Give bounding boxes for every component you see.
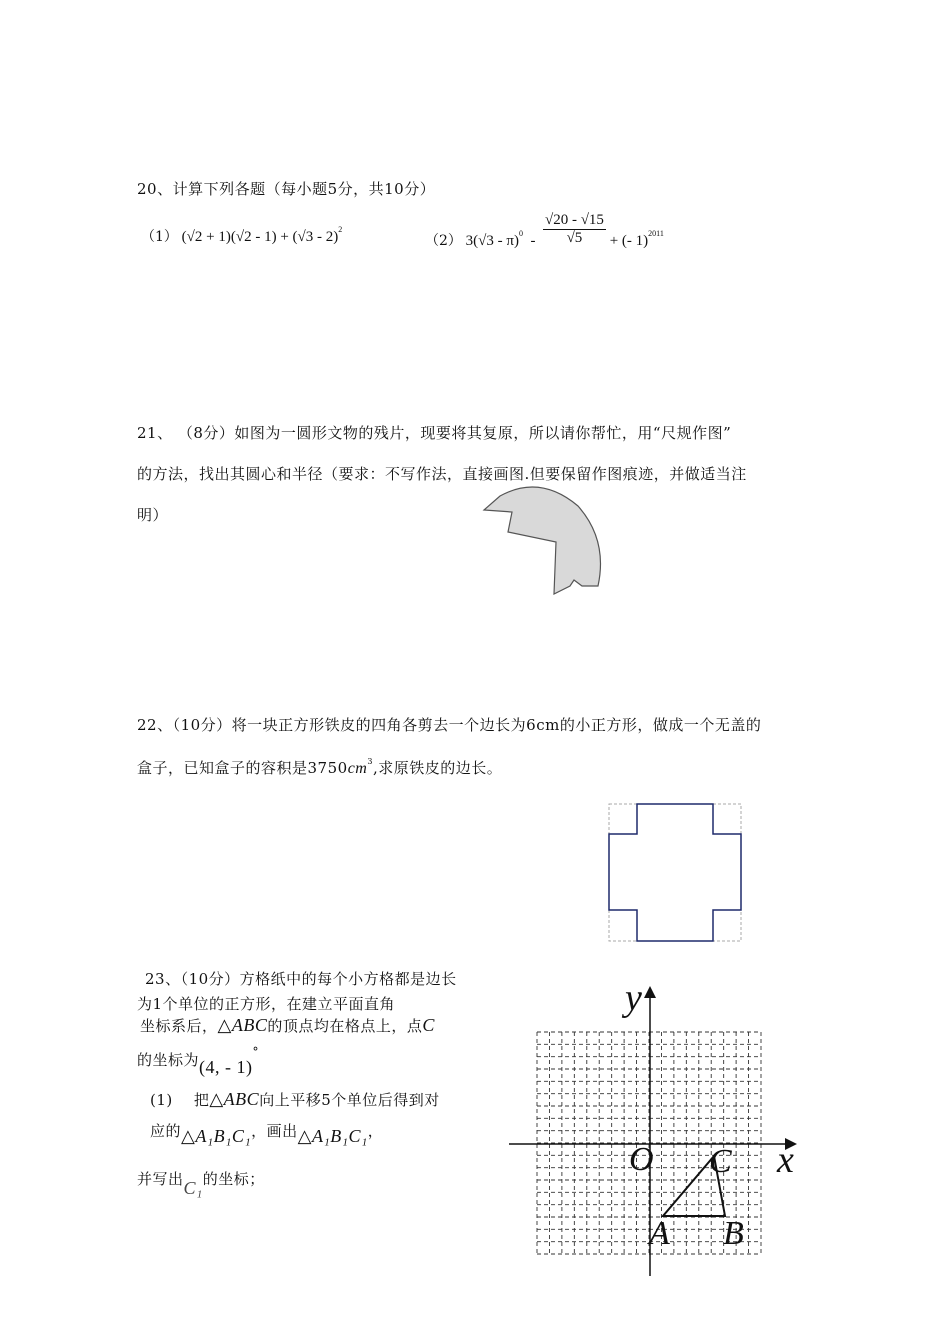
q22-unit-exponent: 3 bbox=[367, 757, 373, 766]
artifact-fragment-figure bbox=[470, 480, 610, 600]
q20-part2-label: （2） bbox=[425, 232, 462, 249]
y-axis-arrow bbox=[644, 986, 656, 998]
q23-coordinate: (4, - 1) bbox=[199, 1057, 253, 1077]
q20-part2-numerator: √20 - √15 bbox=[544, 212, 604, 228]
q23-point-c: C bbox=[422, 1015, 435, 1035]
point-a-label: A bbox=[649, 1215, 670, 1252]
point-c-label: C bbox=[709, 1143, 732, 1180]
q23-part3-c1: C₁ bbox=[183, 1178, 203, 1198]
q20-part1-exponent: 2 bbox=[338, 225, 343, 234]
q23-part1 bbox=[150, 1089, 440, 1110]
coordinate-grid-figure bbox=[505, 980, 805, 1280]
q23-part1-triangle: △ABC bbox=[209, 1089, 260, 1109]
q23-line2: 为1个单位的正方形，在建立平面直角 bbox=[137, 995, 396, 1013]
q22-line2 bbox=[137, 757, 502, 778]
q23-line4-text: 的坐标为 bbox=[137, 1051, 200, 1069]
q20-part2: （2） 3(√3 - π)$^0$ - $\frac{√20 - √15}{√5}$ + (- 1)$^{2011}$ bbox=[425, 212, 664, 249]
q23-part2-triangle-2: △A₁B₁C₁ bbox=[297, 1126, 368, 1146]
q20-title: 20、计算下列各题（每小题5分，共10分） bbox=[137, 180, 436, 198]
q21-line3: 明） bbox=[137, 506, 169, 524]
box-net-outline bbox=[609, 804, 741, 941]
q23-triangle-abc: △ABC bbox=[217, 1015, 268, 1035]
q20-part2-tail: + (- 1) bbox=[609, 232, 649, 249]
point-b-label: B bbox=[723, 1215, 744, 1252]
cut-square-figure bbox=[605, 800, 747, 945]
q23-part2-text-c: ， bbox=[367, 1122, 384, 1140]
q23-part2-text-b: ，画出 bbox=[251, 1122, 298, 1140]
q23-part2 bbox=[150, 1120, 383, 1147]
q23-line1: 23、（10分）方格纸中的每个小方格都是边长 bbox=[145, 970, 457, 988]
x-axis-label: x bbox=[777, 1139, 794, 1181]
q21-line1: 21、 （8分）如图为一圆形文物的残片，现要将其复原，所以请你帮忙，用“尺规作图” bbox=[137, 424, 732, 442]
y-axis-label: y bbox=[625, 980, 642, 1019]
q20-part2-expression: 3(√3 - π) bbox=[465, 232, 519, 249]
q20-part1 bbox=[141, 225, 342, 246]
q22-line2-text-b: ,求原铁皮的边长。 bbox=[372, 759, 503, 777]
q22-line2-text-a: 盒子，已知盒子的容积是3750 bbox=[137, 759, 348, 777]
q20-part2-denominator: √5 bbox=[566, 230, 583, 246]
q23-part2-triangle: △A₁B₁C₁ bbox=[181, 1126, 252, 1146]
q23-line4 bbox=[137, 1045, 259, 1078]
q23-part3-text-a: 并写出 bbox=[137, 1170, 184, 1188]
q20-part2-exponent-2011: 2011 bbox=[648, 228, 664, 238]
q23-line3 bbox=[140, 1015, 435, 1036]
q23-part3-text-b: 的坐标； bbox=[202, 1170, 265, 1188]
q23-part1-label: (1) bbox=[150, 1091, 173, 1109]
q21-line2: 的方法，找出其圆心和半径（要求：不写作法，直接画图.但要保留作图痕迹，并做适当注 bbox=[137, 465, 747, 483]
corner-cut-bottom-right bbox=[713, 910, 741, 941]
q23-line3-text-b: 的顶点均在格点上，点 bbox=[267, 1017, 423, 1035]
corner-cut-top-left bbox=[609, 804, 637, 834]
q23-line4-end: ° bbox=[252, 1045, 259, 1059]
q22-line1: 22、（10分）将一块正方形铁皮的四角各剪去一个边长为6cm的小正方形，做成一个无盖的 bbox=[137, 716, 762, 734]
corner-cut-top-right bbox=[713, 804, 741, 834]
q20-part1-label: （1） bbox=[141, 229, 178, 245]
q23-part2-text-a: 应的 bbox=[150, 1122, 182, 1140]
q23-part1-text-a: 把 bbox=[193, 1091, 210, 1109]
artifact-fragment-shape bbox=[484, 487, 601, 594]
q20-part2-fraction bbox=[543, 212, 606, 247]
origin-label: O bbox=[629, 1141, 654, 1178]
q23-line3-text-a: 坐标系后， bbox=[140, 1017, 218, 1035]
q23-part1-text-b: 向上平移5个单位后得到对 bbox=[259, 1091, 440, 1109]
corner-cut-bottom-left bbox=[609, 910, 637, 941]
q23-part3 bbox=[137, 1168, 265, 1199]
q20-part1-expression: (√2 + 1)(√2 - 1) + (√3 - 2) bbox=[181, 229, 339, 245]
q20-part2-exponent-zero: 0 bbox=[518, 228, 523, 238]
q22-unit: cm bbox=[347, 760, 368, 777]
